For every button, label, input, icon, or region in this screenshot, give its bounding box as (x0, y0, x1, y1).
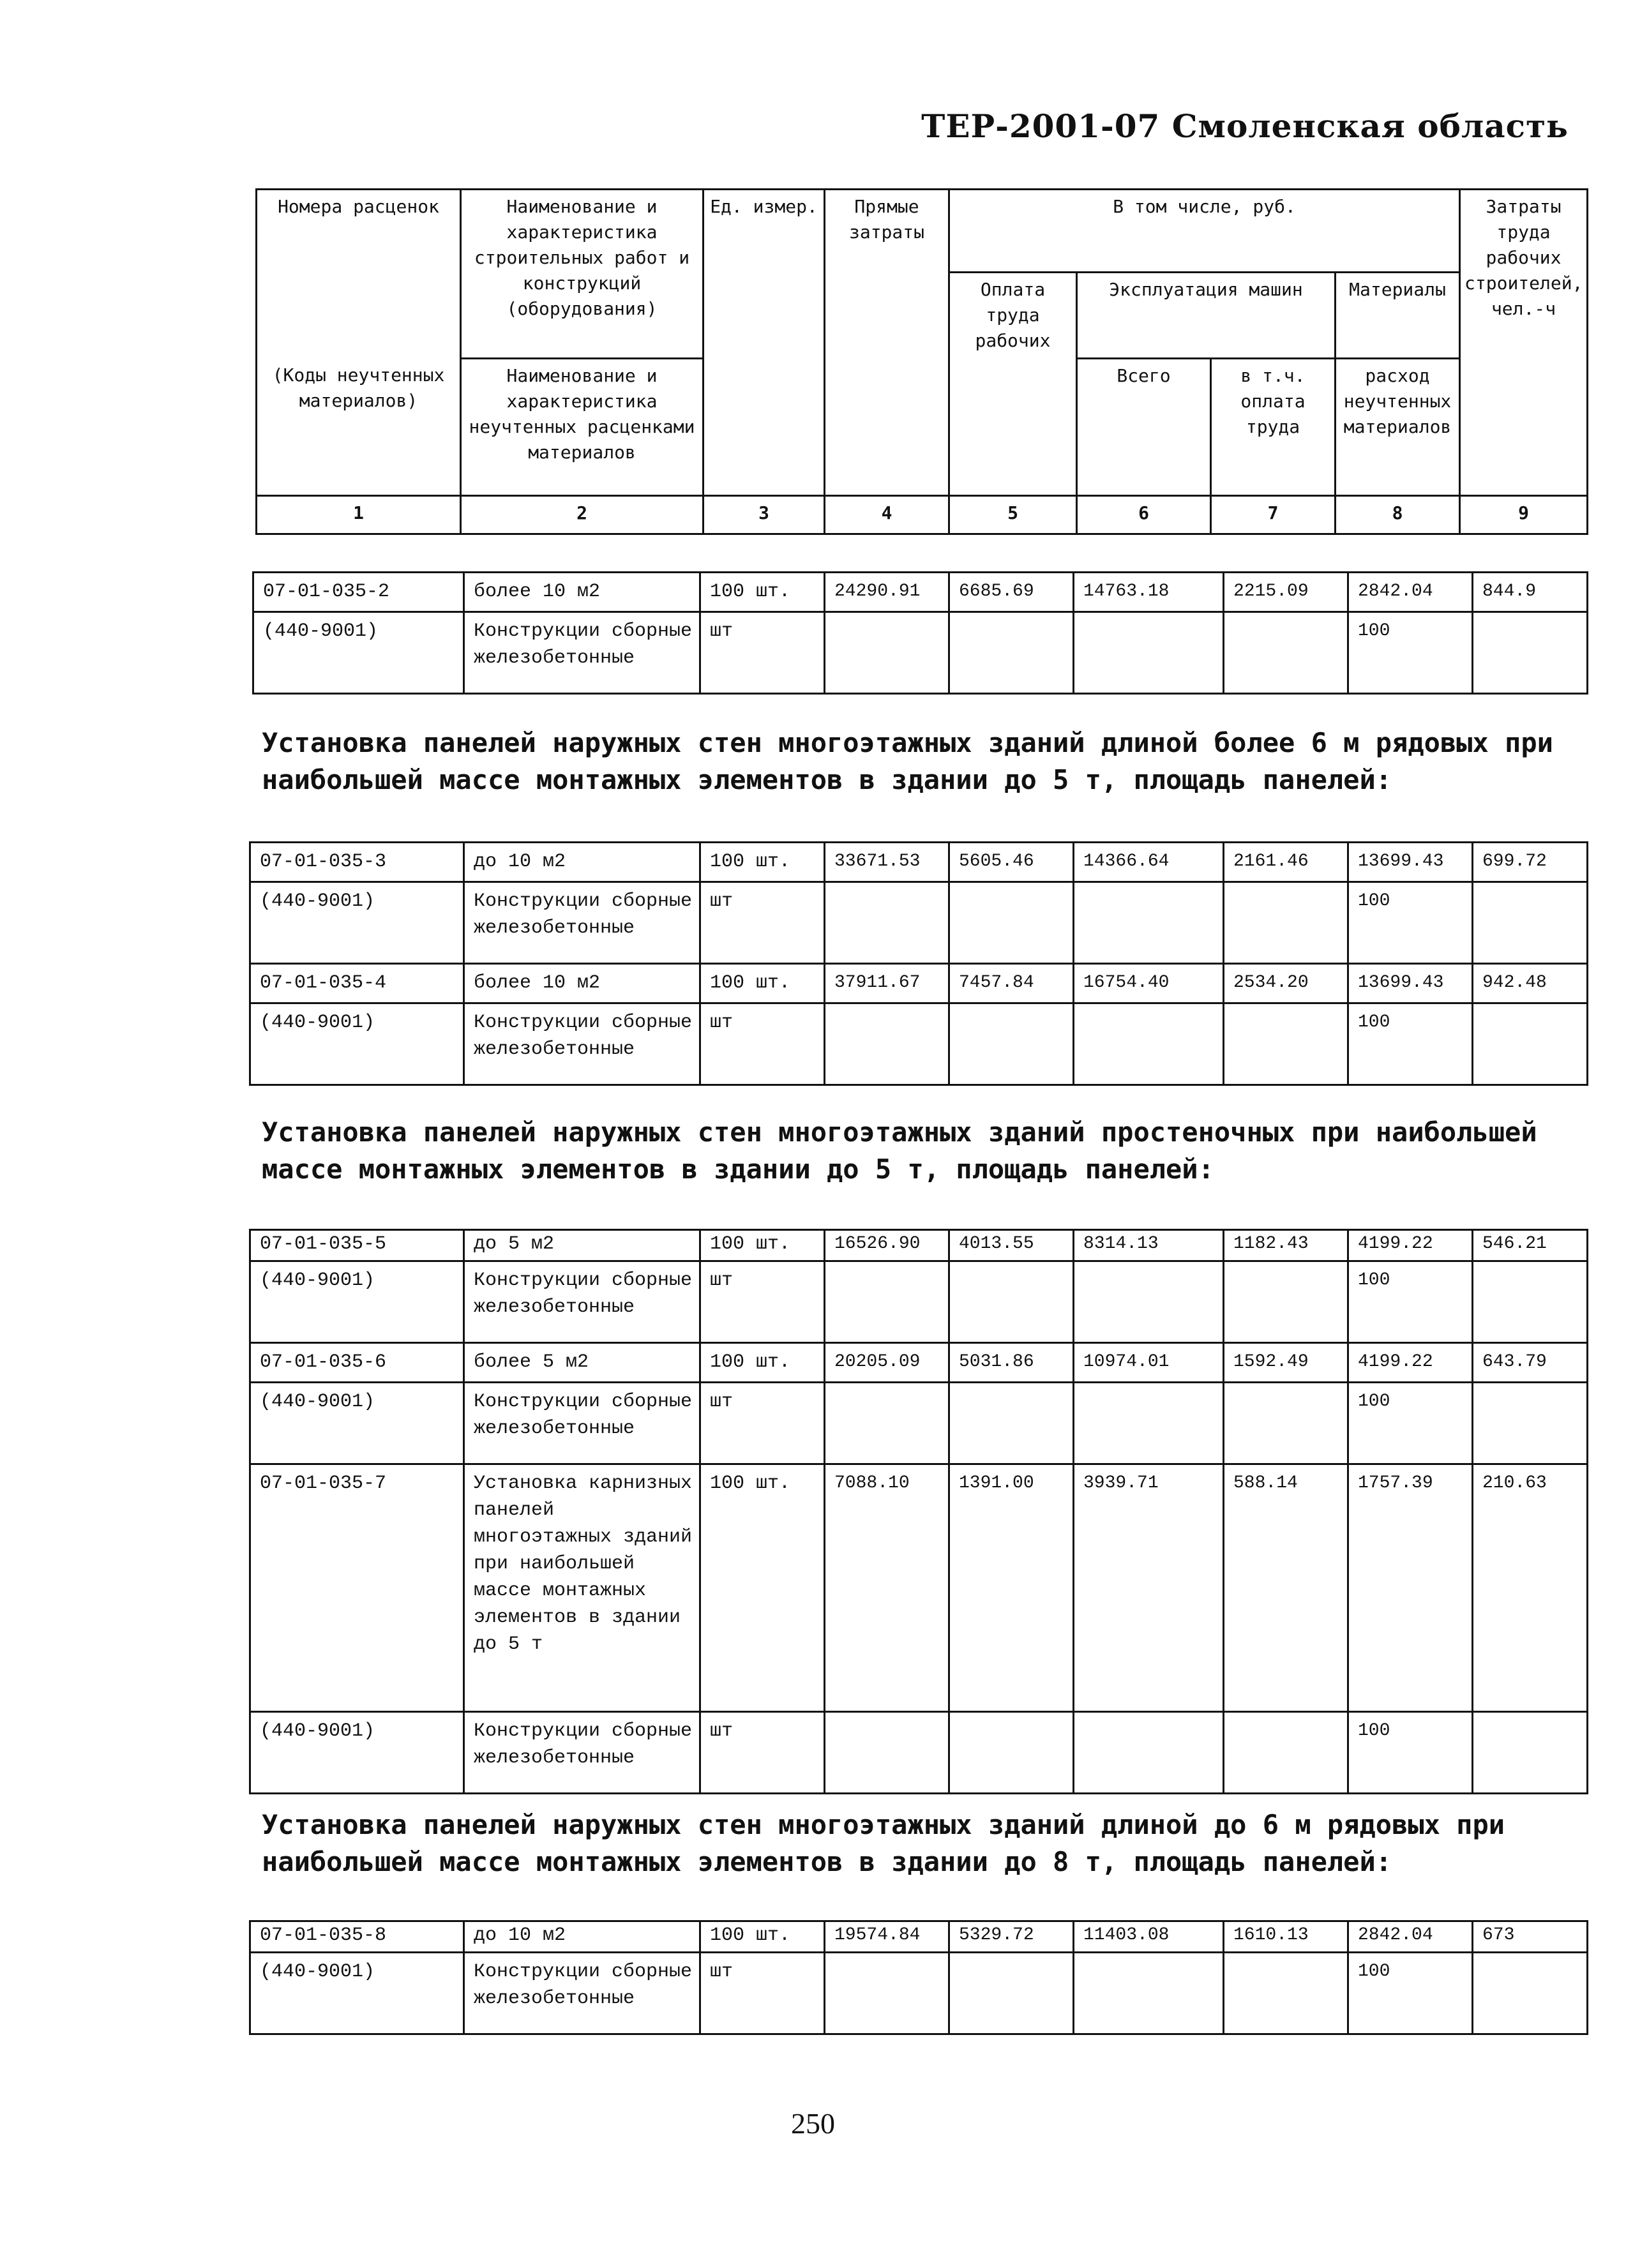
materials: 100 (1348, 1953, 1473, 2034)
price-table-section-0 (252, 571, 1588, 695)
labor-hours (1473, 1383, 1588, 1464)
machine-labor (1224, 1383, 1348, 1464)
labor-wages (949, 1261, 1074, 1343)
rate-code: 07-01-035-2 (253, 573, 464, 612)
material-code: (440-9001) (253, 612, 464, 694)
direct-costs: 20205.09 (825, 1343, 949, 1383)
section-title: Установка панелей наружных стен многоэтажных зданий длиной более 6 м рядовых при наибольшей массе монтажных элементов в здании до 5 т, площадь панелей: (262, 727, 1570, 795)
material-code: (440-9001) (250, 1953, 464, 2034)
column-number: 5 (949, 496, 1077, 534)
machine-total: 14763.18 (1074, 573, 1224, 612)
materials: 100 (1348, 1383, 1473, 1464)
table-row (250, 1343, 1588, 1383)
rate-code: 07-01-035-5 (250, 1230, 464, 1261)
table-row (250, 1230, 1588, 1261)
materials: 13699.43 (1348, 843, 1473, 882)
unit: 100 шт. (700, 1464, 825, 1712)
header-machine-operation: Эксплуатация машин (1077, 273, 1336, 359)
table-row (250, 1464, 1588, 1712)
labor-wages: 5605.46 (949, 843, 1074, 882)
column-number: 9 (1460, 496, 1588, 534)
materials: 2842.04 (1348, 1921, 1473, 1953)
labor-hours: 546.21 (1473, 1230, 1588, 1261)
machine-total (1074, 1953, 1224, 2034)
column-number: 1 (257, 496, 461, 534)
table-row (250, 1712, 1588, 1794)
labor-wages (949, 612, 1074, 694)
materials: 100 (1348, 1712, 1473, 1794)
header-unit: Ед. измер. (704, 190, 825, 496)
work-name: более 10 м2 (464, 573, 700, 612)
rate-code: 07-01-035-4 (250, 964, 464, 1003)
machine-labor (1224, 1953, 1348, 2034)
work-name: более 10 м2 (464, 964, 700, 1003)
direct-costs (825, 1383, 949, 1464)
rate-code: 07-01-035-7 (250, 1464, 464, 1712)
header-codes: Номера расценок (257, 190, 461, 273)
machine-labor: 2534.20 (1224, 964, 1348, 1003)
machine-total: 16754.40 (1074, 964, 1224, 1003)
column-number: 3 (704, 496, 825, 534)
labor-wages (949, 1003, 1074, 1085)
material-code: (440-9001) (250, 882, 464, 964)
material-name: Конструкции сборные железобетонные (464, 882, 700, 964)
rate-code: 07-01-035-6 (250, 1343, 464, 1383)
work-name: более 5 м2 (464, 1343, 700, 1383)
header-materials-usage: расход неучтенных материалов (1336, 359, 1460, 496)
machine-total (1074, 1383, 1224, 1464)
header-direct-costs: Прямые затраты (825, 190, 949, 496)
unit: 100 шт. (700, 1230, 825, 1261)
material-name: Конструкции сборные железобетонные (464, 1953, 700, 2034)
labor-hours: 942.48 (1473, 964, 1588, 1003)
direct-costs: 19574.84 (825, 1921, 949, 1953)
materials: 13699.43 (1348, 964, 1473, 1003)
header-labor-hours: Затраты труда рабочих строителей, чел.-ч (1460, 190, 1588, 496)
labor-wages (949, 1953, 1074, 2034)
header-name: Наименование и характеристика строительных работ и конструкций (оборудования) (461, 190, 704, 359)
materials: 2842.04 (1348, 573, 1473, 612)
machine-total: 11403.08 (1074, 1921, 1224, 1953)
labor-hours (1473, 1712, 1588, 1794)
table-row (250, 1953, 1588, 2034)
labor-wages: 6685.69 (949, 573, 1074, 612)
labor-hours: 210.63 (1473, 1464, 1588, 1712)
materials: 1757.39 (1348, 1464, 1473, 1712)
direct-costs: 24290.91 (825, 573, 949, 612)
machine-labor (1224, 612, 1348, 694)
header-including-group: В том числе, руб. (949, 190, 1460, 273)
table-row (250, 1261, 1588, 1343)
machine-labor (1224, 1003, 1348, 1085)
machine-total: 14366.64 (1074, 843, 1224, 882)
labor-wages: 5031.86 (949, 1343, 1074, 1383)
unit: 100 шт. (700, 573, 825, 612)
labor-hours (1473, 1261, 1588, 1343)
machine-labor: 1610.13 (1224, 1921, 1348, 1953)
column-number: 2 (461, 496, 704, 534)
work-name: до 5 м2 (464, 1230, 700, 1261)
header-unaccounted-name: Наименование и характеристика неучтенных расценками материалов (461, 359, 704, 496)
unit: шт (700, 1261, 825, 1343)
machine-total: 10974.01 (1074, 1343, 1224, 1383)
table-row (250, 843, 1588, 882)
machine-labor: 2161.46 (1224, 843, 1348, 882)
price-table-section-3 (249, 1920, 1588, 2035)
table-row (250, 882, 1588, 964)
materials: 4199.22 (1348, 1230, 1473, 1261)
labor-wages: 4013.55 (949, 1230, 1074, 1261)
unit: шт (700, 612, 825, 694)
material-code: (440-9001) (250, 1003, 464, 1085)
labor-wages (949, 1712, 1074, 1794)
rate-code: 07-01-035-3 (250, 843, 464, 882)
unit: шт (700, 1383, 825, 1464)
direct-costs (825, 1003, 949, 1085)
unit: 100 шт. (700, 1343, 825, 1383)
section-title: Установка панелей наружных стен многоэтажных зданий простеночных при наибольшей массе монтажных элементов в здании до 5 т, площадь панелей: (262, 1116, 1553, 1185)
labor-wages: 1391.00 (949, 1464, 1074, 1712)
machine-total (1074, 1003, 1224, 1085)
column-number: 7 (1211, 496, 1336, 534)
labor-hours (1473, 1953, 1588, 2034)
machine-labor: 2215.09 (1224, 573, 1348, 612)
header-materials: Материалы (1336, 273, 1460, 359)
material-name: Конструкции сборные железобетонные (464, 1712, 700, 1794)
material-code: (440-9001) (250, 1261, 464, 1343)
direct-costs (825, 1261, 949, 1343)
unit: шт (700, 882, 825, 964)
direct-costs (825, 882, 949, 964)
direct-costs: 37911.67 (825, 964, 949, 1003)
labor-hours: 643.79 (1473, 1343, 1588, 1383)
table-row (253, 573, 1588, 612)
price-table-section-1 (249, 841, 1588, 1086)
column-header-table (255, 188, 1588, 535)
labor-hours (1473, 612, 1588, 694)
labor-wages: 7457.84 (949, 964, 1074, 1003)
materials: 100 (1348, 612, 1473, 694)
work-name: до 10 м2 (464, 843, 700, 882)
page-number: 250 (791, 2107, 835, 2140)
unit: шт (700, 1953, 825, 2034)
section-title: Установка панелей наружных стен многоэтажных зданий длиной до 6 м рядовых при наибольшей массе монтажных элементов в здании до 8 т, площадь панелей: (262, 1809, 1521, 1877)
direct-costs (825, 1712, 949, 1794)
machine-total (1074, 1712, 1224, 1794)
work-name: Установка карнизных панелей многоэтажных зданий при наибольшей массе монтажных элементов в здании до 5 т (464, 1464, 700, 1712)
material-name: Конструкции сборные железобетонные (464, 612, 700, 694)
labor-wages (949, 882, 1074, 964)
rate-code: 07-01-035-8 (250, 1921, 464, 1953)
unit: 100 шт. (700, 964, 825, 1003)
header-unaccounted-codes: (Коды неучтенных материалов) (257, 359, 461, 496)
labor-hours: 699.72 (1473, 843, 1588, 882)
machine-total (1074, 612, 1224, 694)
direct-costs: 33671.53 (825, 843, 949, 882)
table-row (253, 612, 1588, 694)
price-table-section-2 (249, 1229, 1588, 1794)
direct-costs (825, 612, 949, 694)
labor-wages: 5329.72 (949, 1921, 1074, 1953)
material-name: Конструкции сборные железобетонные (464, 1003, 700, 1085)
labor-hours (1473, 882, 1588, 964)
work-name: до 10 м2 (464, 1921, 700, 1953)
material-name: Конструкции сборные железобетонные (464, 1261, 700, 1343)
materials: 100 (1348, 1261, 1473, 1343)
labor-hours: 844.9 (1473, 573, 1588, 612)
machine-labor: 1592.49 (1224, 1343, 1348, 1383)
direct-costs: 7088.10 (825, 1464, 949, 1712)
column-number: 6 (1077, 496, 1211, 534)
machine-labor (1224, 1261, 1348, 1343)
direct-costs: 16526.90 (825, 1230, 949, 1261)
machine-labor: 588.14 (1224, 1464, 1348, 1712)
direct-costs (825, 1953, 949, 2034)
machine-total: 8314.13 (1074, 1230, 1224, 1261)
materials: 100 (1348, 1003, 1473, 1085)
material-code: (440-9001) (250, 1383, 464, 1464)
labor-wages (949, 1383, 1074, 1464)
table-row (250, 1383, 1588, 1464)
header-machine-labor: в т.ч. оплата труда (1211, 359, 1336, 496)
labor-hours (1473, 1003, 1588, 1085)
unit: 100 шт. (700, 1921, 825, 1953)
header-codes-spacer (257, 273, 461, 359)
machine-total (1074, 882, 1224, 964)
machine-labor (1224, 1712, 1348, 1794)
table-row (250, 1003, 1588, 1085)
material-code: (440-9001) (250, 1712, 464, 1794)
materials: 4199.22 (1348, 1343, 1473, 1383)
materials: 100 (1348, 882, 1473, 964)
unit: шт (700, 1003, 825, 1085)
column-number: 8 (1336, 496, 1460, 534)
unit: 100 шт. (700, 843, 825, 882)
header-machine-total: Всего (1077, 359, 1211, 496)
page-title: ТЕР-2001-07 Смоленская область (921, 107, 1569, 145)
table-row (250, 964, 1588, 1003)
labor-hours: 673 (1473, 1921, 1588, 1953)
table-row (250, 1921, 1588, 1953)
unit: шт (700, 1712, 825, 1794)
column-number: 4 (825, 496, 949, 534)
machine-total (1074, 1261, 1224, 1343)
machine-total: 3939.71 (1074, 1464, 1224, 1712)
material-name: Конструкции сборные железобетонные (464, 1383, 700, 1464)
header-labor-wages: Оплата труда рабочих (949, 273, 1077, 496)
machine-labor: 1182.43 (1224, 1230, 1348, 1261)
machine-labor (1224, 882, 1348, 964)
